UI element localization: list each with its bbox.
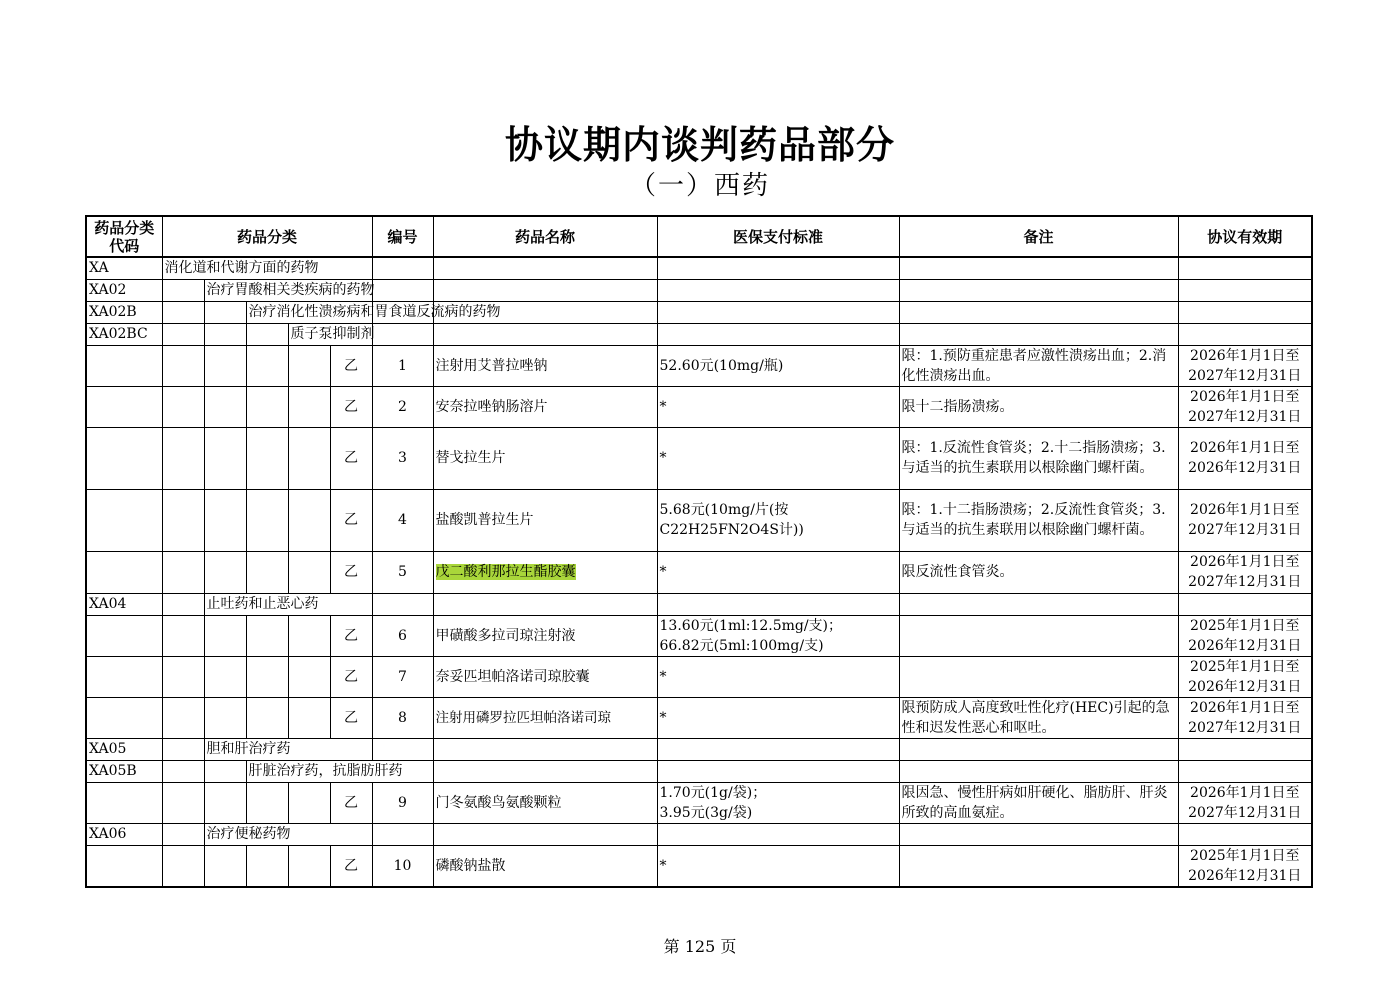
drug-grade: 乙 xyxy=(330,615,372,656)
section-label: 质子泵抑制剂 xyxy=(288,323,372,345)
section-label: 消化道和代谢方面的药物 xyxy=(162,257,372,279)
drug-number: 8 xyxy=(372,697,433,738)
drug-name: 盐酸凯普拉生片 xyxy=(433,489,657,551)
drug-period: 2026年1月1日至 2027年12月31日 xyxy=(1178,697,1312,738)
drug-price: * xyxy=(657,656,899,697)
section-row xyxy=(86,593,1312,615)
drug-table xyxy=(85,215,1313,888)
section-row xyxy=(86,738,1312,760)
section-row xyxy=(86,823,1312,845)
col-code-header: 药品分类代码 xyxy=(86,216,162,257)
drug-number: 10 xyxy=(372,845,433,887)
drug-name: 门冬氨酸鸟氨酸颗粒 xyxy=(433,782,657,823)
section-row xyxy=(86,323,1312,345)
drug-price: * xyxy=(657,386,899,427)
drug-price: * xyxy=(657,697,899,738)
drug-note: 限：1.十二指肠溃疡；2.反流性食管炎；3.与适当的抗生素联用以根除幽门螺杆菌。 xyxy=(899,489,1178,551)
col-category-header: 药品分类 xyxy=(162,216,372,257)
section-code: XA02BC xyxy=(86,323,162,345)
table-row xyxy=(86,615,1312,656)
drug-note xyxy=(899,845,1178,887)
drug-grade: 乙 xyxy=(330,697,372,738)
drug-period: 2025年1月1日至 2026年12月31日 xyxy=(1178,615,1312,656)
drug-number: 5 xyxy=(372,551,433,593)
col-price-header: 医保支付标准 xyxy=(657,216,899,257)
drug-number: 4 xyxy=(372,489,433,551)
drug-number: 7 xyxy=(372,656,433,697)
drug-number: 3 xyxy=(372,427,433,489)
drug-number: 2 xyxy=(372,386,433,427)
drug-note xyxy=(899,656,1178,697)
table-row xyxy=(86,782,1312,823)
table-header-row xyxy=(86,216,1312,257)
drug-grade: 乙 xyxy=(330,386,372,427)
section-label: 止吐药和止恶心药 xyxy=(204,593,372,615)
section-label: 治疗胃酸相关类疾病的药物 xyxy=(204,279,372,301)
col-period-header: 协议有效期 xyxy=(1178,216,1312,257)
drug-name: 甲磺酸多拉司琼注射液 xyxy=(433,615,657,656)
col-note-header: 备注 xyxy=(899,216,1178,257)
drug-grade: 乙 xyxy=(330,345,372,386)
section-label: 治疗消化性溃疡病和胃食道反流病的药物 xyxy=(246,301,372,323)
drug-name: 替戈拉生片 xyxy=(433,427,657,489)
section-code: XA05B xyxy=(86,760,162,782)
drug-grade: 乙 xyxy=(330,489,372,551)
section-code: XA04 xyxy=(86,593,162,615)
section-row xyxy=(86,760,1312,782)
table-row xyxy=(86,427,1312,489)
section-row xyxy=(86,257,1312,279)
drug-grade: 乙 xyxy=(330,845,372,887)
page-subtitle: （一）西药 xyxy=(629,171,770,201)
drug-name: 奈妥匹坦帕洛诺司琼胶囊 xyxy=(433,656,657,697)
drug-period: 2026年1月1日至 2027年12月31日 xyxy=(1178,551,1312,593)
drug-price: * xyxy=(657,845,899,887)
table-row xyxy=(86,845,1312,887)
table-row xyxy=(86,386,1312,427)
table-row xyxy=(86,489,1312,551)
drug-note: 限：1.反流性食管炎；2.十二指肠溃疡；3.与适当的抗生素联用以根除幽门螺杆菌。 xyxy=(899,427,1178,489)
drug-grade: 乙 xyxy=(330,656,372,697)
drug-note: 限因急、慢性肝病如肝硬化、脂肪肝、肝炎所致的高血氨症。 xyxy=(899,782,1178,823)
section-code: XA05 xyxy=(86,738,162,760)
table-row xyxy=(86,345,1312,386)
section-label: 治疗便秘药物 xyxy=(204,823,372,845)
drug-period: 2026年1月1日至 2027年12月31日 xyxy=(1178,489,1312,551)
drug-price: 5.68元(10mg/片(按C22H25FN2O4S计)) xyxy=(657,489,899,551)
drug-note: 限预防成人高度致吐性化疗(HEC)引起的急性和迟发性恶心和呕吐。 xyxy=(899,697,1178,738)
drug-name xyxy=(433,551,657,593)
drug-note: 限：1.预防重症患者应激性溃疡出血；2.消化性溃疡出血。 xyxy=(899,345,1178,386)
drug-price: 13.60元(1ml:12.5mg/支)； 66.82元(5ml:100mg/支) xyxy=(657,615,899,656)
drug-price: * xyxy=(657,427,899,489)
drug-name: 安奈拉唑钠肠溶片 xyxy=(433,386,657,427)
drug-price: 52.60元(10mg/瓶) xyxy=(657,345,899,386)
section-code: XA02 xyxy=(86,279,162,301)
drug-number: 9 xyxy=(372,782,433,823)
drug-number: 6 xyxy=(372,615,433,656)
highlighted-drug-name: 戊二酸利那拉生酯胶囊 xyxy=(435,564,576,580)
drug-period: 2026年1月1日至 2027年12月31日 xyxy=(1178,345,1312,386)
table-row xyxy=(86,551,1312,593)
section-row xyxy=(86,279,1312,301)
table-row xyxy=(86,697,1312,738)
section-code: XA xyxy=(86,257,162,279)
col-number-header: 编号 xyxy=(372,216,433,257)
drug-note: 限反流性食管炎。 xyxy=(899,551,1178,593)
drug-period: 2026年1月1日至 2026年12月31日 xyxy=(1178,427,1312,489)
drug-period: 2026年1月1日至 2027年12月31日 xyxy=(1178,386,1312,427)
drug-price: 1.70元(1g/袋)； 3.95元(3g/袋) xyxy=(657,782,899,823)
drug-grade: 乙 xyxy=(330,782,372,823)
section-row xyxy=(86,301,1312,323)
section-code: XA02B xyxy=(86,301,162,323)
drug-grade: 乙 xyxy=(330,551,372,593)
drug-number: 1 xyxy=(372,345,433,386)
drug-note: 限十二指肠溃疡。 xyxy=(899,386,1178,427)
drug-grade: 乙 xyxy=(330,427,372,489)
drug-name: 注射用艾普拉唑钠 xyxy=(433,345,657,386)
drug-period: 2026年1月1日至 2027年12月31日 xyxy=(1178,782,1312,823)
page-title: 协议期内谈判药品部分 xyxy=(504,122,895,167)
page-number: 第 125 页 xyxy=(663,937,737,956)
drug-name: 磷酸钠盐散 xyxy=(433,845,657,887)
section-code: XA06 xyxy=(86,823,162,845)
table-row xyxy=(86,656,1312,697)
section-label: 胆和肝治疗药 xyxy=(204,738,372,760)
col-name-header: 药品名称 xyxy=(433,216,657,257)
drug-name: 注射用磷罗拉匹坦帕洛诺司琼 xyxy=(433,697,657,738)
drug-price: * xyxy=(657,551,899,593)
section-label: 肝脏治疗药，抗脂肪肝药 xyxy=(246,760,433,782)
drug-note xyxy=(899,615,1178,656)
drug-period: 2025年1月1日至 2026年12月31日 xyxy=(1178,656,1312,697)
drug-period: 2025年1月1日至 2026年12月31日 xyxy=(1178,845,1312,887)
